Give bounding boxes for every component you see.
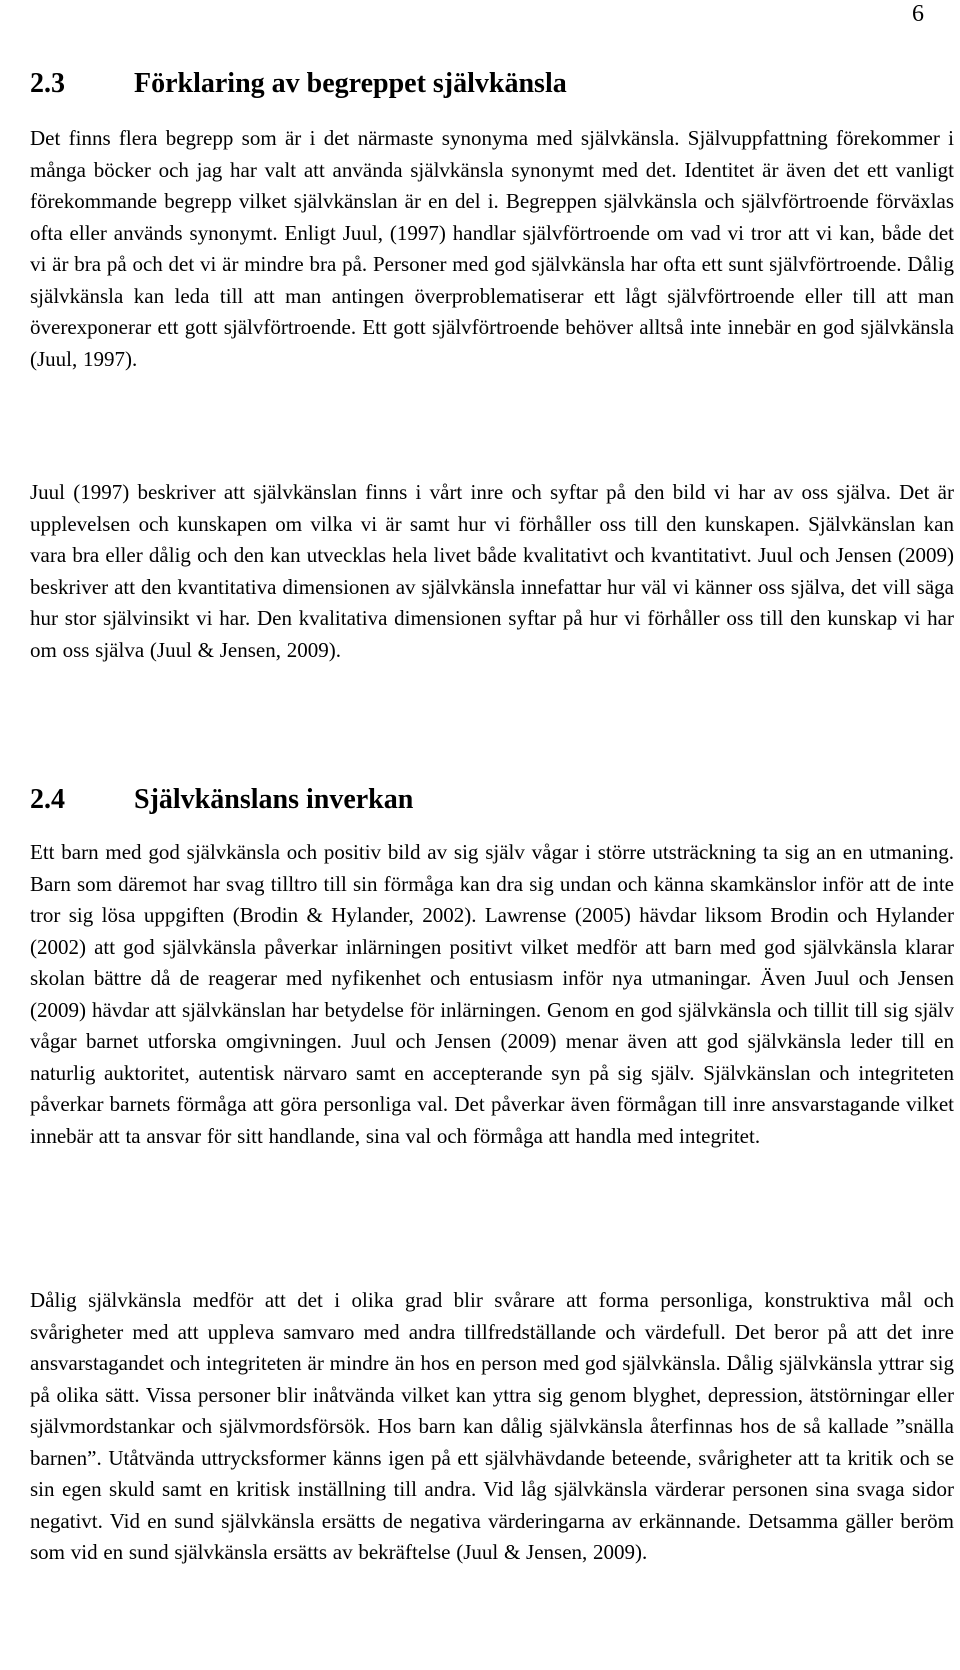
section-heading-2-3 (30, 67, 567, 101)
section-number: 2.3 (30, 68, 65, 100)
paragraph: Juul (1997) beskriver att självkänslan finns i vårt inre och syftar på den bild vi har av oss själva. Det är upplevelsen och kunskapen om vilka vi är samt hur vi förhåller oss till den kunskapen. Självkänslan kan vara bra eller dålig och den kan utvecklas hela livet både kvalitativt och kvantitativt. Juul och Jensen (2009) beskriver att den kvantitativa dimensionen av självkänsla innefattar hur väl vi känner oss själva, det vill säga hur stor självinsikt vi har. Den kvalitativa dimensionen syftar på hur vi förhåller oss till den kunskap vi har om oss själva (Juul & Jensen, 2009). (30, 480, 954, 662)
paragraph: Dålig självkänsla medför att det i olika grad blir svårare att forma personliga, konstruktiva mål och svårigheter med att uppleva samvaro med andra tillfredställande och värdefull. Det beror på att det inre ansvarstagandet och integriteten är mindre än hos en person med god självkänsla. Dålig självkänsla yttrar sig på olika sätt. Vissa personer blir inåtvända vilket kan yttra sig genom blyghet, depression, ätstörningar eller självmordstankar och självmordsförsök. Hos barn kan dålig självkänsla återfinnas hos de så kallade ”snälla barnen”. Utåtvända uttrycksformer känns igen på ett självhävdande beteende, svårigheter att ta kritik och se sin egen skuld samt en kritisk inställning till andra. Vid låg självkänsla värderar personen sina svaga sidor negativt. Vid en sund självkänsla ersätts de negativa värderingarna av erkännande. Detsamma gäller beröm som vid en sund självkänsla ersätts av bekräftelse (Juul & Jensen, 2009). (30, 1288, 954, 1564)
paragraph: Ett barn med god självkänsla och positiv bild av sig själv vågar i större utsträckning ta sig an en utmaning. Barn som däremot har svag tilltro till sin förmåga kan dra sig undan och känna skamkänslor inför att de inte tror sig lösa uppgiften (Brodin & Hylander, 2002). Lawrense (2005) hävdar liksom Brodin och Hylander (2002) att god självkänsla påverkar inlärningen positivt vilket medför att barn med god självkänsla klarar skolan bättre då de reagerar med nyfikenhet och entusiasm inför nya utmaningar. Även Juul och Jensen (2009) hävdar att självkänslan har betydelse för inlärningen. Genom en god självkänsla och tillit till sig själv vågar barnet utforska omgivningen. Juul och Jensen (2009) menar även att god självkänsla leder till en naturlig auktoritet, autentisk närvaro samt en accepterande syn på sig själv. Självkänslan och integriteten påverkar barnets förmåga att göra personliga val. Det påverkar även förmågan till inre ansvarstagande vilket innebär att ta ansvar för sitt handlande, sina val och förmåga att handla med integritet. (30, 840, 954, 1148)
section-title: Förklaring av begreppet självkänsla (134, 68, 567, 100)
page-number: 6 (912, 1, 924, 27)
section-heading-2-4 (30, 783, 413, 817)
paragraph: Det finns flera begrepp som är i det närmaste synonyma med självkänsla. Självuppfattning förekommer i många böcker och jag har valt att använda självkänsla synonymt med det. Identitet är även det ett vanligt förekommande begrepp vilket självkänslan är en del i. Begreppen självkänsla och självförtroende förväxlas ofta eller används synonymt. Enligt Juul, (1997) handlar självförtroende om vad vi tror att vi kan, både det vi är bra på och det vi är mindre bra på. Personer med god självkänsla har ofta ett sunt självförtroende. Dålig självkänsla kan leda till att man antingen överproblematiserar ett lågt självförtroende eller till att man överexponerar ett gott självförtroende. Ett gott självförtroende behöver alltså inte innebär en god självkänsla (Juul, 1997). (30, 126, 954, 371)
section-title: Självkänslans inverkan (134, 784, 414, 816)
section-number: 2.4 (30, 784, 65, 816)
